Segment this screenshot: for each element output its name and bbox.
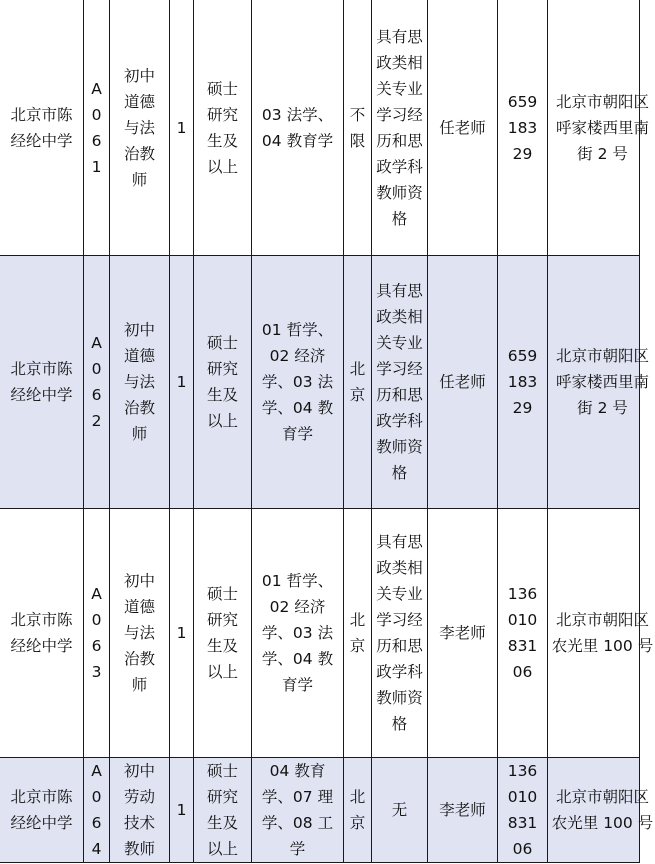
phone-cell: 13601083106 <box>498 509 548 758</box>
education-cell: 硕士研究生及以上 <box>194 0 252 256</box>
contact-cell: 李老师 <box>428 509 498 758</box>
table-row <box>0 758 640 863</box>
hiring-count-cell: 1 <box>170 256 194 509</box>
position-name-cell: 初中劳动技术教师 <box>110 758 170 863</box>
contact-cell: 李老师 <box>428 758 498 863</box>
other-requirements-cell: 无 <box>372 758 428 863</box>
location-cell: 北京 <box>344 758 372 863</box>
unit-cell: 北京市陈经纶中学 <box>0 758 84 863</box>
table-row <box>0 0 640 256</box>
unit-cell: 北京市陈经纶中学 <box>0 256 84 509</box>
position-name-cell: 初中道德与法治教师 <box>110 509 170 758</box>
phone-cell: 65918329 <box>498 0 548 256</box>
education-cell: 硕士研究生及以上 <box>194 256 252 509</box>
education-cell: 硕士研究生及以上 <box>194 509 252 758</box>
other-requirements-cell: 具有思政类相关专业学习经历和思政学科教师资格 <box>372 256 428 509</box>
major-cell: 04 教育学、07 理学、08 工学 <box>252 758 344 863</box>
position-code-cell: A063 <box>84 509 110 758</box>
unit-cell: 北京市陈经纶中学 <box>0 509 84 758</box>
location-cell: 不限 <box>344 0 372 256</box>
phone-cell: 65918329 <box>498 256 548 509</box>
contact-cell: 任老师 <box>428 0 498 256</box>
major-cell: 01 哲学、02 经济学、03 法学、04 教育学 <box>252 256 344 509</box>
phone-cell: 13601083106 <box>498 758 548 863</box>
position-code-cell: A061 <box>84 0 110 256</box>
location-cell: 北京 <box>344 256 372 509</box>
unit-cell: 北京市陈经纶中学 <box>0 0 84 256</box>
position-name-cell: 初中道德与法治教师 <box>110 256 170 509</box>
address-cell: 北京市朝阳区呼家楼西里南街 2 号 <box>548 256 640 509</box>
address-cell: 北京市朝阳区呼家楼西里南街 2 号 <box>548 0 640 256</box>
address-cell: 北京市朝阳区农光里 100 号 <box>548 509 640 758</box>
address-cell: 北京市朝阳区农光里 100 号 <box>548 758 640 863</box>
major-cell: 01 哲学、02 经济学、03 法学、04 教育学 <box>252 509 344 758</box>
hiring-count-cell: 1 <box>170 0 194 256</box>
table-row <box>0 509 640 758</box>
other-requirements-cell: 具有思政类相关专业学习经历和思政学科教师资格 <box>372 0 428 256</box>
hiring-count-cell: 1 <box>170 509 194 758</box>
other-requirements-cell: 具有思政类相关专业学习经历和思政学科教师资格 <box>372 509 428 758</box>
table-row <box>0 256 640 509</box>
position-code-cell: A064 <box>84 758 110 863</box>
position-code-cell: A062 <box>84 256 110 509</box>
education-cell: 硕士研究生及以上 <box>194 758 252 863</box>
hiring-count-cell: 1 <box>170 758 194 863</box>
location-cell: 北京 <box>344 509 372 758</box>
major-cell: 03 法学、04 教育学 <box>252 0 344 256</box>
position-name-cell: 初中道德与法治教师 <box>110 0 170 256</box>
contact-cell: 任老师 <box>428 256 498 509</box>
